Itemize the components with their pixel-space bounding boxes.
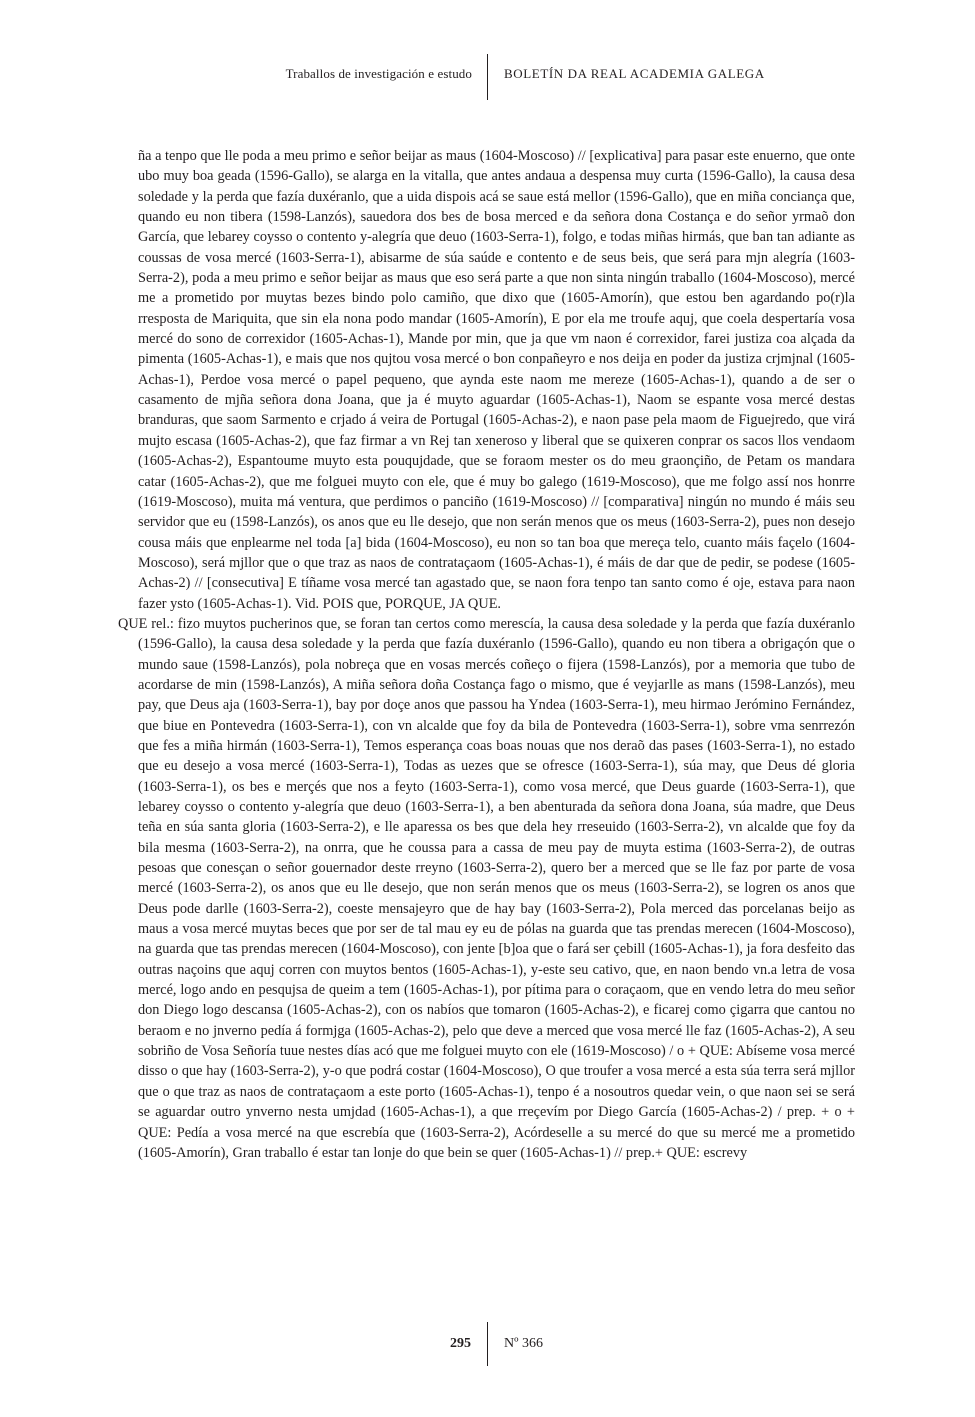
journal-title: BOLETÍN DA REAL ACADEMIA GALEGA [504,66,765,81]
running-header [0,54,975,100]
page-footer [0,1322,975,1366]
section-title: Traballos de investigación e estudo [285,66,472,81]
continued-paragraph: ña a tenpo que lle poda a meu primo e señor beijar as maus (1604-Moscoso) // [explicativa] para pasar este enuerno, que onte ubo muy boa geada (1596-Gallo), se alarga en la vitalla, que antes andaua a despensa muy curta (1596-Gallo), la causa desa soledade y la perda que fazía duxéranlo, que a uida dispois acá se saue está mellor (1596-Gallo), que en miña conciança que, quando eu non tibera (1598-Lanzós), sauedora dos bes de bosa merced e da señora dona Costança e do señor yrmaõ don García, que lebarey coysso o contento y-alegría que deuo (1603-Serra-1), folgo, e todas miñas hirmás, que ban tan adiante as coussas de vosa mercé (1603-Serra-1), abisarme de súa saúde e contento e de seus beis, que será para mjn alegría (1603-Serra-2), poda a meu primo e señor beijar as maus que eso será parte a que non sinta ningún traballo (1604-Moscoso), mercé me a prometido por muytas bezes bindo polo camiño, que dixo que (1605-Amorín), que estou ben agardando po(r)la rresposta de Mariquita, que sin ela nona podo mandar (1605-Amorín), E por ela me troufe aquj, que coela despertaría vosa mercé do sono de correxidor (1605-Achas-1), Mande por min, que ja que vm naon é correxidor, farei justiza coa alçada da pimenta (1605-Achas-1), e mais que nos qujtou vosa mercé o bon conpañeyro e nos deija en poder da justiza crjmjnal (1605-Achas-1), Perdoe vosa mercé o papel pequeno, que aynda este naom me mereze (1605-Achas-1), quando a de ser o casamento de mjña señora dona Joana, que ja é muyto aguardar (1605-Achas-1), Naom se espante vosa mercé destas branduras, que saom Sarmento e crjado á veira de Portugal (1605-Achas-2), e naon pase pela maom de Figuejredo, que virá mujto escasa (1605-Achas-2), que faz firmar a vn Rej tan xeneroso y liberal que se quixeren conprar os sacos llos vendaom (1605-Achas-2), Espantoume muyto esta pouqujdade, que se foraom mester os do meu graonçiño, de Petam os mandara catar (1605-Achas-2), que me folguei muyto con ele, que é muy bo galego (1619-Moscoso), que me folgo assí nos honrre (1619-Moscoso), muita má ventura, que perdimos o panciño (1619-Moscoso) // [comparativa] ningún no mundo é máis seu servidor que eu (1598-Lanzós), os anos que eu lle desejo, que non serán menos que os meus (1603-Serra-2), pues non desejo cousa máis que enplearme nel toda [a] bida (1604-Moscoso), eu non so tan boa que mereça telo, cuanto máis façelo (1604-Moscoso), será mjllor que o que traz as naos de contrataçaom (1605-Achas-1), é máis de dar que de pedir, se podese (1605-Achas-2) // [consecutiva] E tíñame vosa mercé tan agastado que, se naon fora tenpo tan santo como é oje, estava para naon fazer ysto (1605-Achas-1). Vid. POIS que, PORQUE, JA QUE. [138,148,855,612]
dictionary-text [118,146,855,1163]
entry-que-rel: QUE rel.: fizo muytos pucherinos que, se foran tan certos como merescía, la causa desa soledade y la perda que fazía duxéranlo (1596-Gallo), la causa desa soledade y la perda que fazía duxéranlo (1596-Gallo), quando eu non tibera a obrigaçón que o mundo saue (1598-Lanzós), pola nobreça que en vosas mercés coñeço o fijera (1598-Lanzós), por a memoria que tubo de acordarse de min (1598-Lanzós), A miña señora doña Costança fago o mismo, que é veyjarlle as mans (1598-Lanzós), meu pay, que Deus aja (1603-Serra-1), bay por doçe anos que passou ha Yndea (1603-Serra-1), meu hirmao Jerómino Fernández, que biue en Pontevedra (1603-Serra-1), con vn alcalde que foy da bila de Pontevedra (1603-Serra-1), sobre vma senrrezón que fes a miña hirmán (1603-Serra-1), Temos esperança coas boas nouas que nos deraõ das pases (1603-Serra-1), no estado que eu desejo a vosa mercé (1603-Serra-1), Todas as uezes que se ofresce (1603-Serra-1), súa may, que Deus dé gloria (1603-Serra-1), os bes e merçés que nos a feyto (1603-Serra-1), como vosa mercé, que Deus guarde (1603-Serra-1), que lebarey coysso o contento y-alegría que deuo (1603-Serra-1), a ben abenturada da señora dona Joana, súa madre, que Deus teña en súa santa gloria (1603-Serra-2), e lle aparessa os bes que dela hey rreseuido (1603-Serra-2), vn alcalde que foy da bila mesma (1603-Serra-2), na onrra, que he coussa para a cassa de meu pay de muyta estima (1603-Serra-2), de outras pesoas que conesçan o señor gouernador deste rreyno (1603-Serra-2), quero ber a merced que se lle faz por parte de vosa mercé (1603-Serra-2), os anos que eu lle desejo, que non serán menos que os meus (1603-Serra-2), se logren os anos que Deus pode darlle (1603-Serra-2), coeste mensajeyro que de hay bay (1603-Serra-2), Pola merced das porcelanas beijo as maus a vosa mercé muytas beces que por ser de tal mau ey eu de pólas na guarda que tas prendas merecen (1604-Moscoso), na guarda que tas prendas merecen (1604-Moscoso), con jente [b]oa que o fará ser çebill (1605-Achas-1), ja fora desfeito das outras naçoins que aquj corren con muytos bentos (1605-Achas-1), y-este seu cativo, que, en naon bendo vn.a letra de vosa mercé, logo ando en pesqujsa de queim a tem (1605-Achas-1), por pítima para o coraçaom, que en vendo letra do meu señor don Diego logo descansa (1605-Achas-2), con os nabíos que tomaron (1605-Achas-2), e ficarej como çigarra que cantou no beraom e no jnverno pedía á formjga (1605-Achas-2), pelo que deve a merced que vosa mercé lle faz (1605-Achas-2), A seu sobriño de Vosa Señoría tuue nestes días acó que me folguei muyto con ele (1619-Moscoso) / o + QUE: Abíseme vosa mercé disso o que hay (1603-Serra-2), y-o que podrá costar (1604-Moscoso), O que troufer a vosa mercé a esta súa terra será mjllor que o que traz as naos de contrataçaom a este porto (1605-Achas-1), tenpo é a nosoutros quedar vein, o que naon sei se será se aguardar outro ynverno nesta umjdad (1605-Achas-1), a que rreçevím por Diego García (1605-Achas-2) / prep. + o + QUE: Pedía a vosa mercé na que escrebía que (1603-Serra-2), Acórdeselle a su mercé do que su mercé me a prometido (1605-Amorín), Gran traballo é estar tan lonje do que bein se quer (1605-Achas-1) // prep.+ QUE: escrevy [118,615,855,1161]
header-divider [487,54,488,100]
footer-divider [487,1322,488,1366]
page-number: 295 [450,1336,471,1351]
issue-number: Nº 366 [504,1336,543,1351]
